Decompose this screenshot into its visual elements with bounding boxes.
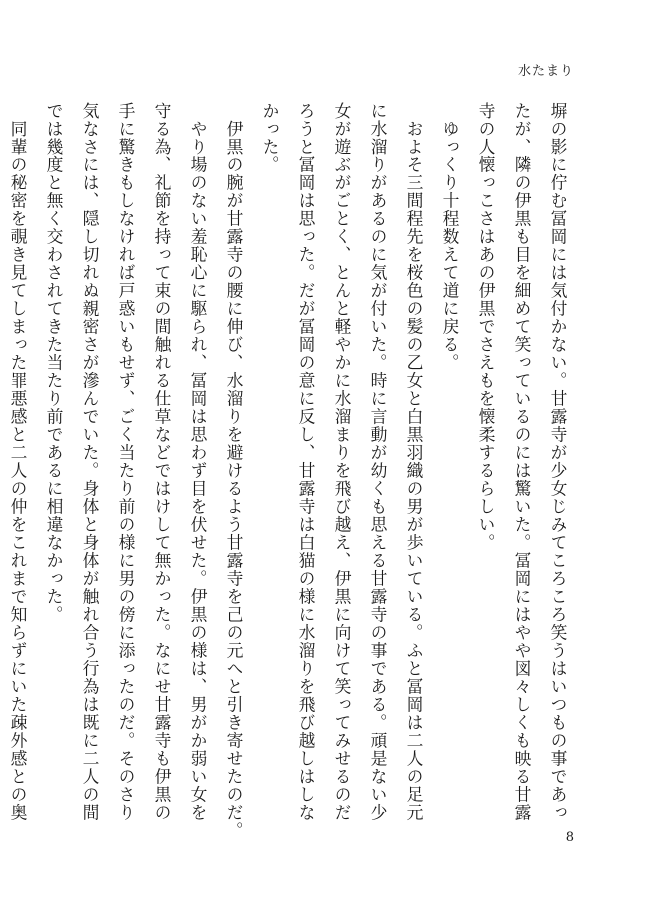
text-line — [432, 102, 468, 806]
line-text: 手に驚きもしなければ戸惑いもせず、ごく当たり前の様に男の傍に添ったのだ。そのさり — [116, 102, 136, 822]
line-text: たが、隣の伊黒も目を細めて笑っているのには驚いた。冨岡にはやや図々しくも映る甘露 — [512, 102, 532, 822]
line-text: かった。 — [260, 102, 280, 174]
line-text: 伊黒の腕が甘露寺の腰に伸び、水溜りを避けるよう甘露寺を己の元へと引き寄せたのだ。 — [224, 102, 244, 840]
line-text: では幾度と無く交わされてきた当たり前であるに相違なかった。 — [44, 102, 64, 624]
text-line — [540, 102, 576, 822]
text-line — [396, 102, 432, 822]
text-line — [180, 102, 216, 822]
line-text: やり場のない羞恥心に駆られ、冨岡は思わず目を伏せた。伊黒の様は、男がか弱い女を — [188, 102, 208, 822]
text-line — [288, 102, 324, 822]
page-number: 8 — [565, 830, 574, 845]
line-text: ろうと冨岡は思った。だが冨岡の意に反し、甘露寺は白猫の様に水溜りを飛び越しはしな — [296, 102, 316, 822]
text-line — [108, 102, 144, 822]
line-text: 気なさには、隠し切れぬ親密さが滲んでいた。身体と身体が触れ合う行為は既に二人の間 — [80, 102, 100, 822]
running-title: 水たまり — [517, 64, 574, 79]
text-line — [0, 102, 36, 822]
line-text: 同輩の秘密を覗き見てしまった罪悪感と二人の仲をこれまで知らずにいた疎外感との奥 — [8, 102, 28, 822]
text-line — [360, 102, 396, 822]
line-text: 女が遊ぶがごとく、とんと軽やかに水溜まりを飛び越え、伊黒に向けて笑ってみせるのだ — [332, 102, 352, 822]
text-line — [324, 102, 360, 822]
text-line — [72, 102, 108, 822]
text-line — [144, 102, 180, 822]
line-text: およそ三間程先を桜色の髪の乙女と白黒羽織の男が歩いている。ふと冨岡は二人の足元 — [404, 102, 424, 822]
line-text: 寺の人懐っこさはあの伊黒でさえもを懐柔するらしい。 — [476, 102, 496, 552]
line-text: 守る為、礼節を持って束の間触れる仕草などではけして無かった。なにせ甘露寺も伊黒の — [152, 102, 172, 822]
text-line — [252, 102, 288, 806]
line-text: に水溜りがあるのに気が付いた。時に言動が幼くも思える甘露寺の事である。頑是ない少 — [368, 102, 388, 822]
line-text: 塀の影に佇む冨岡には気付かない。甘露寺が少女じみてころころ笑うはいつもの事であっ — [548, 102, 568, 822]
text-line — [36, 102, 72, 806]
line-text: ゆっくり十程数えて道に戻る。 — [440, 102, 460, 372]
text-line — [216, 102, 252, 840]
text-line — [468, 102, 504, 806]
text-line — [504, 102, 540, 822]
vertical-text-body — [8, 102, 576, 840]
